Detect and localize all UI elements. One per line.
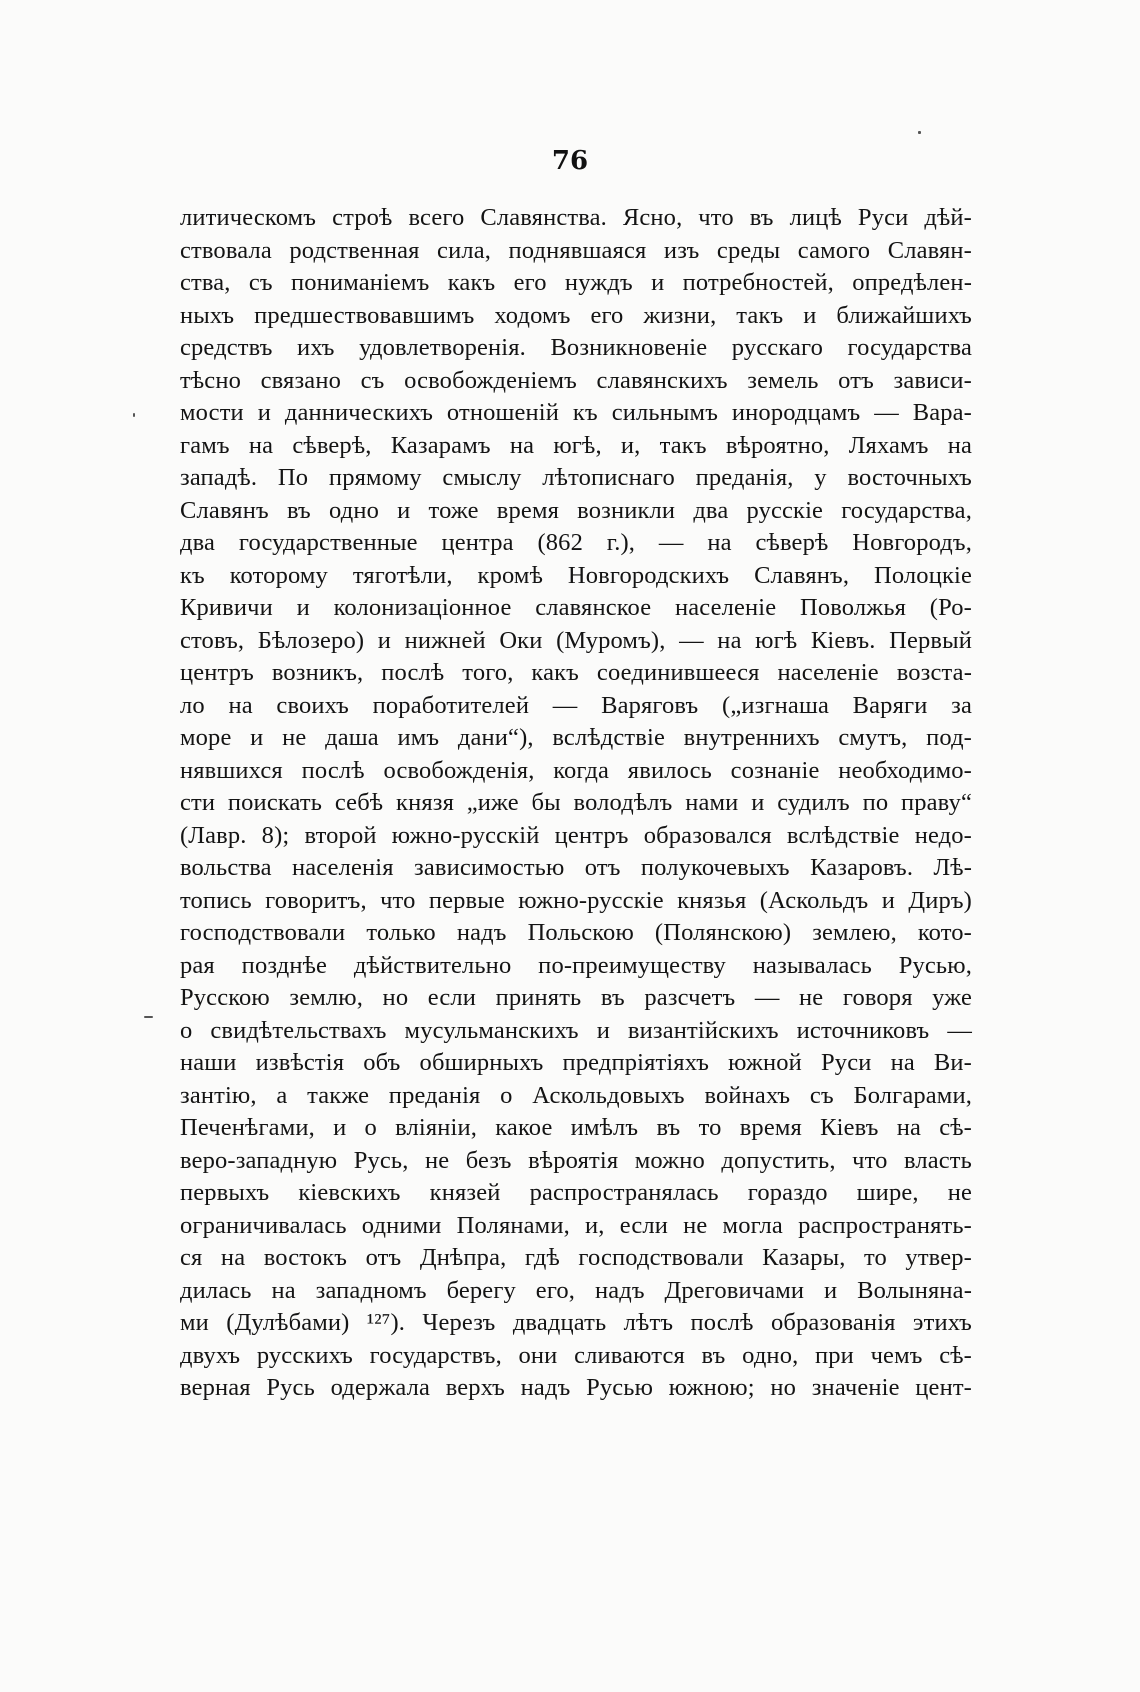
scan-speck (918, 131, 921, 134)
text-line: наши извѣстія объ обширныхъ предпріятіяхъ южной Руси на Ви- (180, 1049, 972, 1076)
text-line: къ которому тяготѣли, кромѣ Новгородскихъ Славянъ, Полоцкіе (180, 561, 972, 589)
text-line: Печенѣгами, и о вліяніи, какое имѣлъ въ то время Кіевъ на сѣ- (180, 1114, 972, 1141)
text-line: средствъ ихъ удовлетворенія. Возникновеніе русскаго государства (180, 334, 972, 361)
text-line: тѣсно связано съ освобожденіемъ славянскихъ земель отъ зависи- (180, 366, 972, 394)
text-line: веро-западную Русь, не безъ вѣроятія можно допустить, что власть (180, 1146, 972, 1174)
page-number: 76 (551, 146, 589, 176)
text-line: ся на востокъ отъ Днѣпра, гдѣ господствовали Казары, то утвер- (180, 1244, 972, 1271)
scan-speck (133, 413, 135, 417)
text-line: вольства населенія зависимостью отъ полукочевыхъ Казаровъ. Лѣ- (180, 854, 972, 881)
text-line: верная Русь одержала верхъ надъ Русью южною; но значеніе цент- (180, 1374, 972, 1401)
text-line: ствовала родственная сила, поднявшаяся изъ среды самого Славян- (180, 236, 972, 264)
text-line: дилась на западномъ берегу его, надъ Дреговичами и Волыняна- (180, 1276, 972, 1304)
text-line: ло на своихъ поработителей — Варяговъ („изгнаша Варяги за (180, 691, 972, 719)
text-line: двухъ русскихъ государствъ, они сливаются въ одно, при чемъ сѣ- (180, 1341, 972, 1369)
text-line: рая позднѣе дѣйствительно по-преимуществу называлась Русью, (180, 951, 972, 979)
text-line: сти поискать себѣ князя „иже бы володѣлъ нами и судилъ по праву“ (180, 789, 972, 816)
text-line: о свидѣтельствахъ мусульманскихъ и византійскихъ источниковъ — (180, 1016, 972, 1044)
scan-speck (144, 1016, 153, 1018)
text-line: Русскою землю, но если принять въ разсчетъ — не говоря уже (180, 984, 972, 1011)
text-line: Кривичи и колонизаціонное славянское населеніе Поволжья (Ро- (180, 594, 972, 621)
text-line: ства, съ пониманіемъ какъ его нуждъ и потребностей, опредѣлен- (180, 269, 972, 296)
text-line: западѣ. По прямому смыслу лѣтописнаго преданія, у восточныхъ (180, 464, 972, 491)
text-line: ми (Дулѣбами) ¹²⁷). Черезъ двадцать лѣтъ послѣ образованія этихъ (180, 1309, 972, 1336)
text-line: топись говоритъ, что первые южно-русскіе князья (Аскольдъ и Диръ) (180, 886, 972, 914)
text-line: ограничивалась одними Полянами, и, если не могла распространять- (180, 1211, 972, 1239)
text-line: море и не даша имъ дани“), вслѣдствіе внутреннихъ смутъ, под- (180, 724, 972, 751)
text-line: (Лавр. 8); второй южно-русскій центръ образовался вслѣдствіе недо- (180, 821, 972, 849)
text-line: нявшихся послѣ освобожденія, когда явилось сознаніе необходимо- (180, 756, 972, 784)
text-line: стовъ, Бѣлозеро) и нижней Оки (Муромъ), — на югѣ Кіевъ. Первый (180, 626, 972, 654)
text-line: зантію, а также преданія о Аскольдовыхъ войнахъ съ Болгарами, (180, 1081, 972, 1109)
text-line: первыхъ кіевскихъ князей распространялась гораздо шире, не (180, 1179, 972, 1206)
body-text (180, 202, 972, 1405)
text-line: мости и данническихъ отношеній къ сильнымъ инородцамъ — Вара- (180, 399, 972, 426)
text-line: Славянъ въ одно и тоже время возникли два русскіе государства, (180, 496, 972, 524)
text-line: господствовали только надъ Польскою (Полянскою) землею, кото- (180, 919, 972, 946)
text-line: центръ возникъ, послѣ того, какъ соединившееся населеніе возста- (180, 659, 972, 686)
text-line: гамъ на сѣверѣ, Казарамъ на югѣ, и, такъ вѣроятно, Ляхамъ на (180, 431, 972, 459)
text-line: два государственные центра (862 г.), — на сѣверѣ Новгородъ, (180, 529, 972, 556)
text-line: литическомъ строѣ всего Славянства. Ясно, что въ лицѣ Руси дѣй- (180, 204, 972, 231)
text-line: ныхъ предшествовавшимъ ходомъ его жизни, такъ и ближайшихъ (180, 301, 972, 329)
